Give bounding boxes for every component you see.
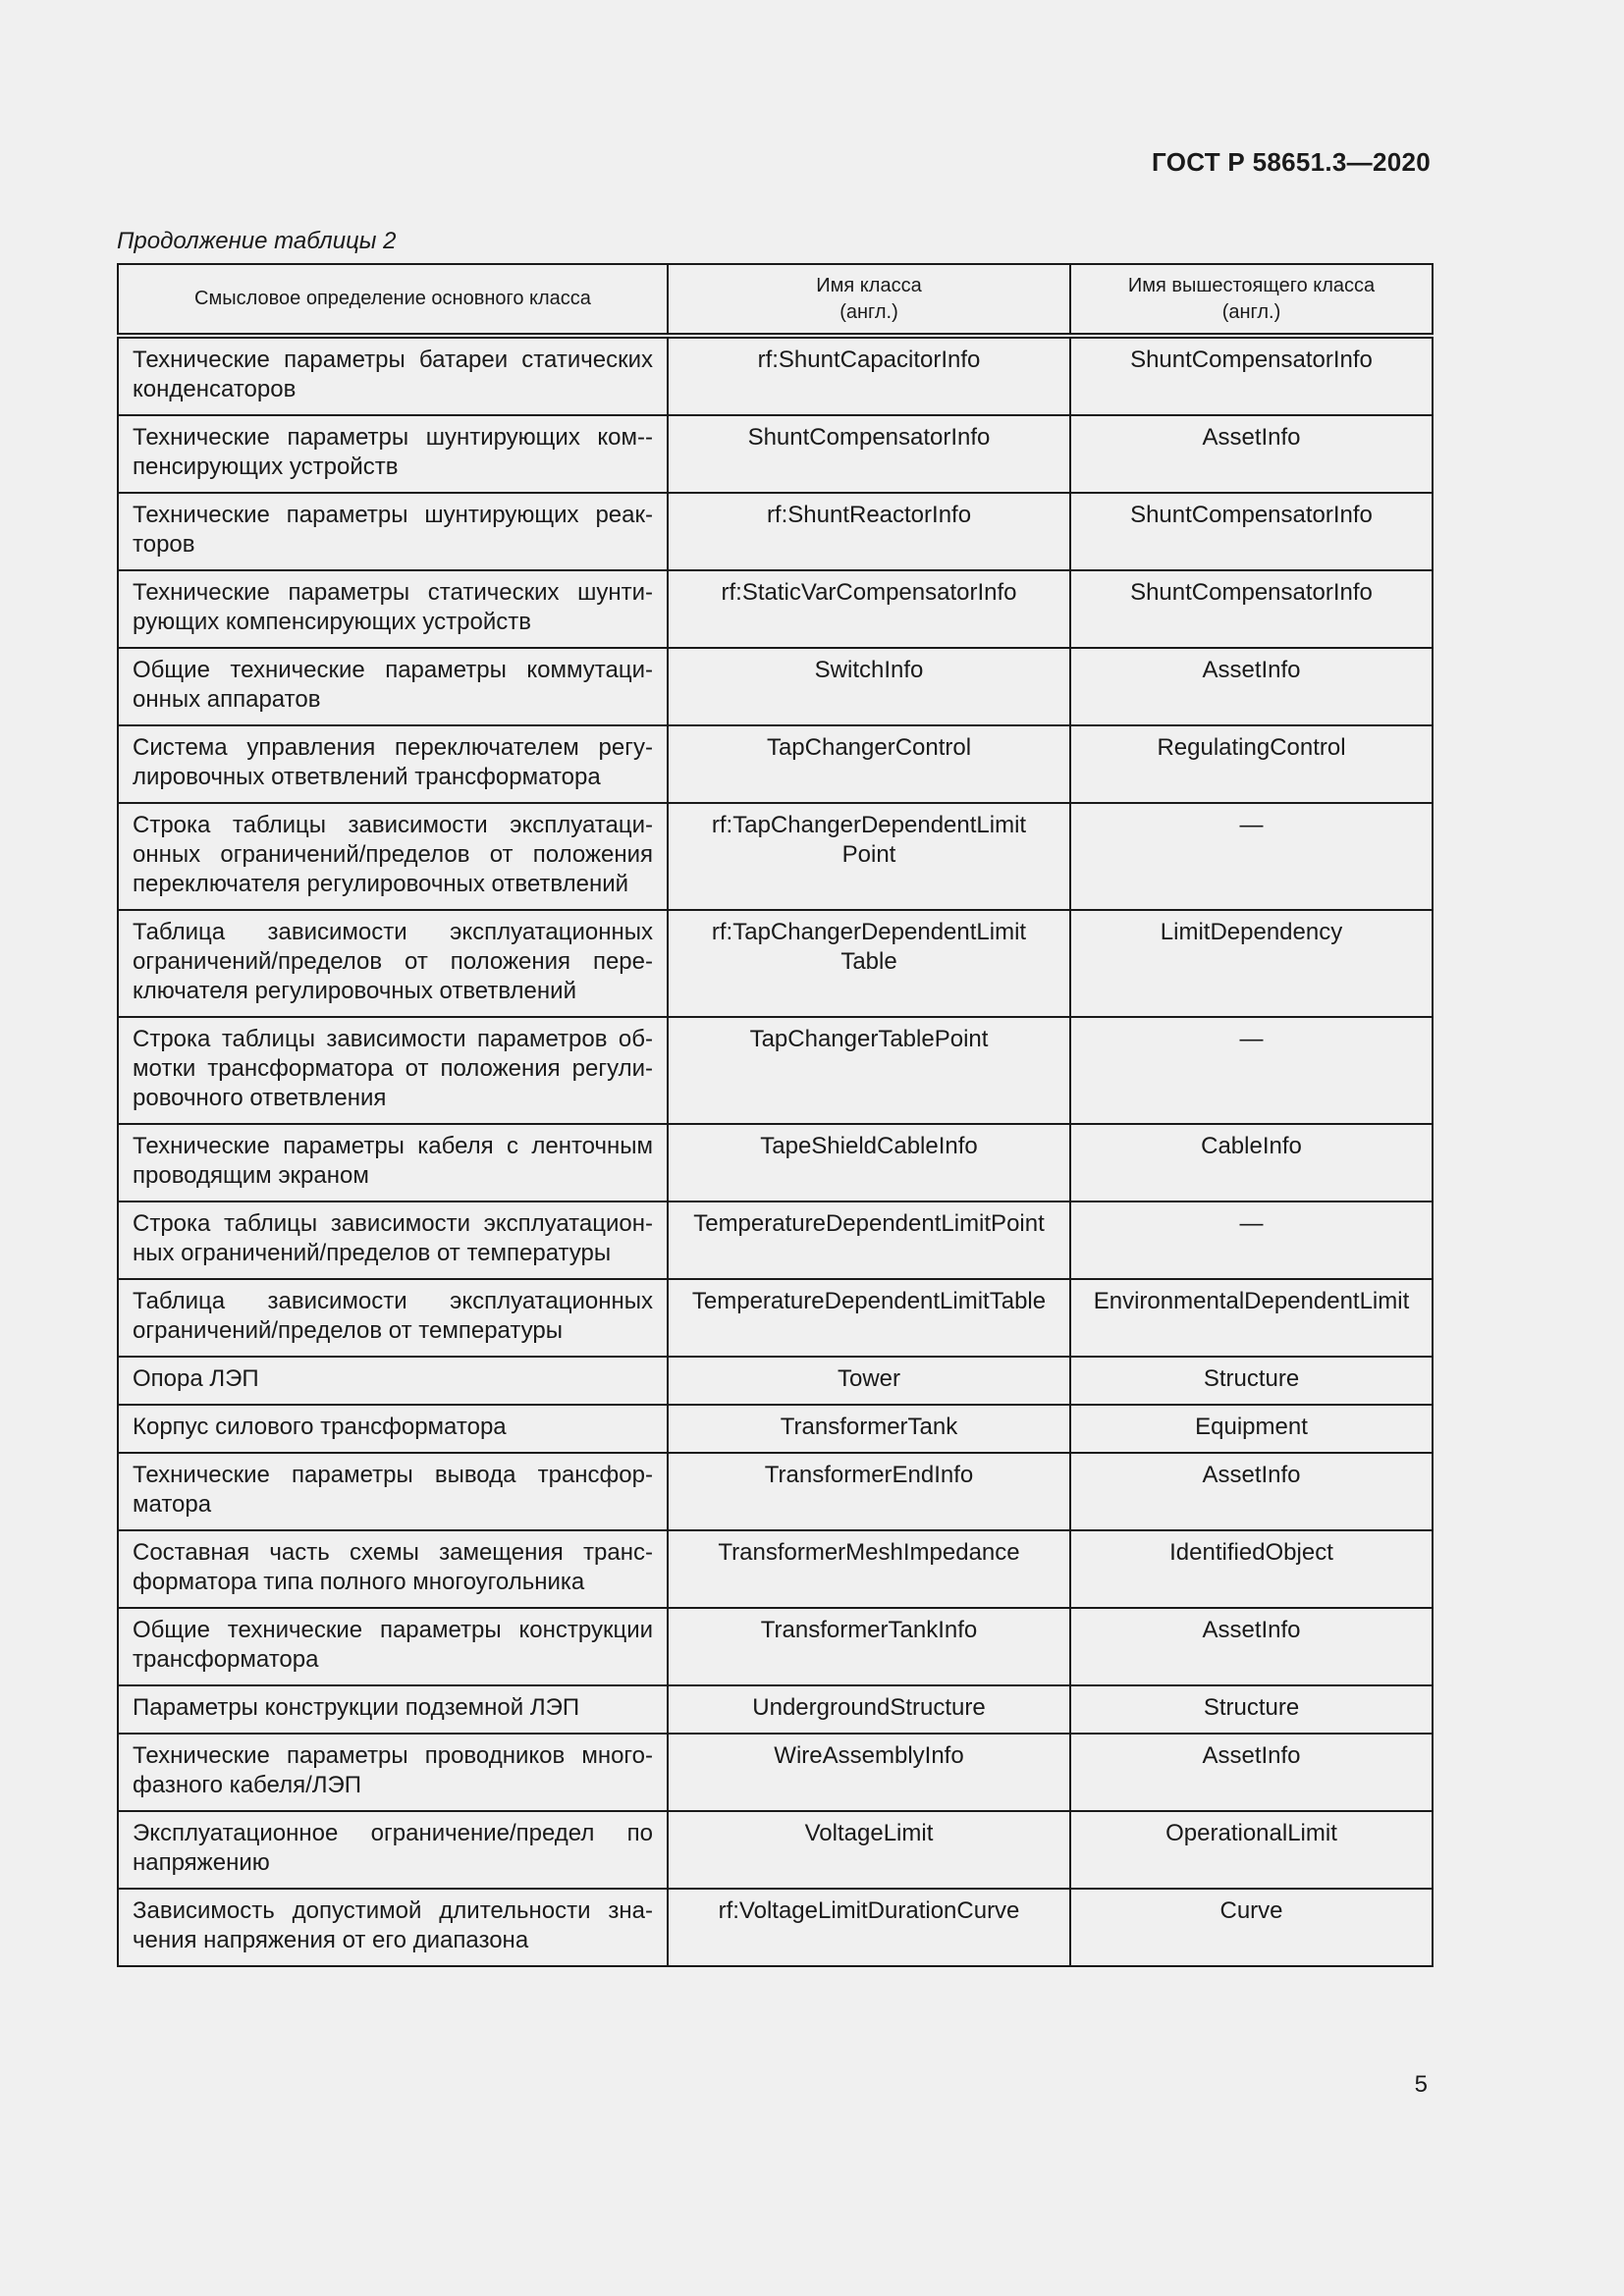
cell-class-name: TemperatureDependentLimitTable <box>668 1279 1070 1357</box>
cell-parent-class: AssetInfo <box>1070 415 1433 493</box>
cell-parent-class: Curve <box>1070 1889 1433 1966</box>
table-row <box>118 910 1433 1017</box>
cell-parent-class: — <box>1070 803 1433 910</box>
cell-parent-class: LimitDependency <box>1070 910 1433 1017</box>
table-row <box>118 1811 1433 1889</box>
table-row <box>118 1608 1433 1685</box>
cell-definition: Технические параметры статических шунтирующих компенсирующих устройств <box>118 570 668 648</box>
cell-definition: Технические параметры кабеля с ленточным проводящим экраном <box>118 1124 668 1201</box>
cell-class-name: ShuntCompensatorInfo <box>668 415 1070 493</box>
table-header-row <box>118 264 1433 336</box>
cell-class-name: Tower <box>668 1357 1070 1405</box>
cell-definition: Эксплуатационное ограничение/предел по напряжению <box>118 1811 668 1889</box>
table-row <box>118 493 1433 570</box>
cell-parent-class: AssetInfo <box>1070 648 1433 725</box>
cell-class-name: TapChangerTablePoint <box>668 1017 1070 1124</box>
table-row <box>118 725 1433 803</box>
table-row <box>118 1889 1433 1966</box>
cell-parent-class: AssetInfo <box>1070 1608 1433 1685</box>
cell-definition: Система управления переключателем регулировочных ответвлений трансформатора <box>118 725 668 803</box>
cell-class-name: VoltageLimit <box>668 1811 1070 1889</box>
cell-definition: Технические параметры вывода трансформатора <box>118 1453 668 1530</box>
cell-definition: Технические параметры шунтирующих ком-пенсирующих устройств <box>118 415 668 493</box>
cell-class-name: TemperatureDependentLimitPoint <box>668 1201 1070 1279</box>
table-row <box>118 1530 1433 1608</box>
table-row <box>118 336 1433 415</box>
cell-parent-class: — <box>1070 1017 1433 1124</box>
page-number: 5 <box>1414 2071 1428 2098</box>
cell-definition: Таблица зависимости эксплуатационных ограничений/пределов от температуры <box>118 1279 668 1357</box>
table-row <box>118 648 1433 725</box>
cell-definition: Составная часть схемы замещения трансформатора типа полного многоугольника <box>118 1530 668 1608</box>
cell-parent-class: RegulatingControl <box>1070 725 1433 803</box>
cell-definition: Таблица зависимости эксплуатационных ограничений/пределов от положения переключателя регулировочных ответвлений <box>118 910 668 1017</box>
cell-parent-class: EnvironmentalDependentLimit <box>1070 1279 1433 1357</box>
classes-table <box>117 263 1434 1967</box>
column-header-parent-class: Имя вышестоящего класса (англ.) <box>1070 264 1433 336</box>
cell-definition: Зависимость допустимой длительности значения напряжения от его диапазона <box>118 1889 668 1966</box>
table-row <box>118 1405 1433 1453</box>
cell-class-name: TransformerTank <box>668 1405 1070 1453</box>
table-row <box>118 570 1433 648</box>
cell-definition: Строка таблицы зависимости параметров обмотки трансформатора от положения регулировочного ответвления <box>118 1017 668 1124</box>
cell-parent-class: — <box>1070 1201 1433 1279</box>
cell-definition: Строка таблицы зависимости эксплуатационных ограничений/пределов от температуры <box>118 1201 668 1279</box>
table-row <box>118 1279 1433 1357</box>
cell-parent-class: CableInfo <box>1070 1124 1433 1201</box>
cell-class-name: TransformerTankInfo <box>668 1608 1070 1685</box>
cell-definition: Опора ЛЭП <box>118 1357 668 1405</box>
table-row <box>118 1685 1433 1734</box>
document-code: ГОСТ Р 58651.3—2020 <box>1152 147 1431 177</box>
cell-class-name: rf:StaticVarCompensatorInfo <box>668 570 1070 648</box>
cell-class-name: rf:ShuntCapacitorInfo <box>668 336 1070 415</box>
cell-definition: Корпус силового трансформатора <box>118 1405 668 1453</box>
cell-parent-class: OperationalLimit <box>1070 1811 1433 1889</box>
table-row <box>118 1357 1433 1405</box>
cell-definition: Общие технические параметры коммутационных аппаратов <box>118 648 668 725</box>
cell-parent-class: Structure <box>1070 1357 1433 1405</box>
cell-class-name: rf:ShuntReactorInfo <box>668 493 1070 570</box>
cell-definition: Технические параметры шунтирующих реакторов <box>118 493 668 570</box>
table-row <box>118 1124 1433 1201</box>
cell-class-name: TransformerMeshImpedance <box>668 1530 1070 1608</box>
cell-class-name: rf:TapChangerDependentLimit Point <box>668 803 1070 910</box>
table-row <box>118 1453 1433 1530</box>
cell-class-name: TapeShieldCableInfo <box>668 1124 1070 1201</box>
table-row <box>118 1734 1433 1811</box>
cell-definition: Строка таблицы зависимости эксплуатационных ограничений/пределов от положения переключателя регулировочных ответвлений <box>118 803 668 910</box>
cell-parent-class: ShuntCompensatorInfo <box>1070 336 1433 415</box>
cell-definition: Параметры конструкции подземной ЛЭП <box>118 1685 668 1734</box>
table-row <box>118 803 1433 910</box>
table-row <box>118 1017 1433 1124</box>
table-row <box>118 415 1433 493</box>
cell-parent-class: ShuntCompensatorInfo <box>1070 493 1433 570</box>
cell-class-name: TransformerEndInfo <box>668 1453 1070 1530</box>
cell-class-name: WireAssemblyInfo <box>668 1734 1070 1811</box>
table-caption: Продолжение таблицы 2 <box>117 228 397 254</box>
cell-parent-class: ShuntCompensatorInfo <box>1070 570 1433 648</box>
cell-definition: Технические параметры проводников многофазного кабеля/ЛЭП <box>118 1734 668 1811</box>
cell-class-name: rf:TapChangerDependentLimit Table <box>668 910 1070 1017</box>
cell-parent-class: AssetInfo <box>1070 1734 1433 1811</box>
cell-parent-class: Equipment <box>1070 1405 1433 1453</box>
cell-definition: Технические параметры батареи статических конденсаторов <box>118 336 668 415</box>
table-body <box>118 336 1433 1966</box>
cell-parent-class: Structure <box>1070 1685 1433 1734</box>
table-row <box>118 1201 1433 1279</box>
cell-parent-class: IdentifiedObject <box>1070 1530 1433 1608</box>
cell-parent-class: AssetInfo <box>1070 1453 1433 1530</box>
column-header-definition: Смысловое определение основного класса <box>118 264 668 336</box>
cell-class-name: SwitchInfo <box>668 648 1070 725</box>
cell-class-name: UndergroundStructure <box>668 1685 1070 1734</box>
cell-class-name: rf:VoltageLimitDurationCurve <box>668 1889 1070 1966</box>
column-header-class-name: Имя класса (англ.) <box>668 264 1070 336</box>
cell-definition: Общие технические параметры конструкции трансформатора <box>118 1608 668 1685</box>
cell-class-name: TapChangerControl <box>668 725 1070 803</box>
